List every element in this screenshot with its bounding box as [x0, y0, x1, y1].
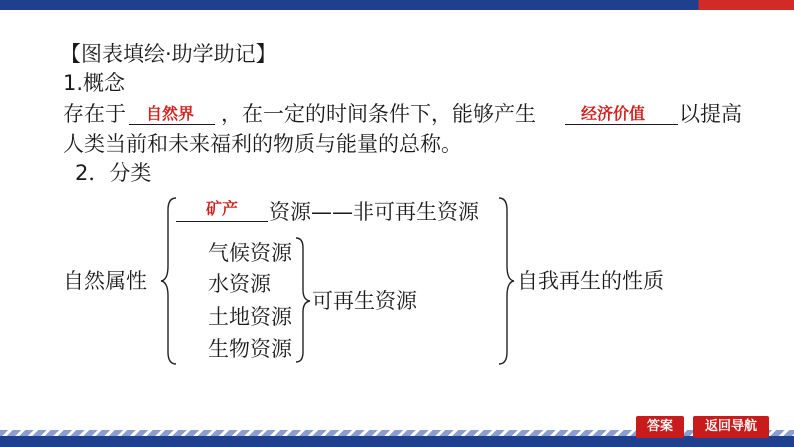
concept-title: 1.概念: [63, 71, 126, 95]
concept-text-start: 存在于: [63, 102, 126, 126]
classification-title: 2．分类: [75, 161, 152, 185]
answer-natural-world: 自然界: [146, 104, 195, 123]
list-item-biological: 生物资源: [208, 337, 292, 361]
top-decor-bar: [0, 0, 794, 10]
natural-attribute-label: 自然属性: [63, 269, 147, 293]
items-brace: [294, 236, 312, 366]
self-regeneration-label: 自我再生的性质: [517, 269, 664, 293]
section-heading: 【图表填绘·助学助记】: [60, 42, 277, 66]
list-item-water: 水资源: [208, 272, 271, 296]
blank-line-1: [129, 124, 215, 125]
list-item-climate: 气候资源: [208, 241, 292, 265]
answer-mineral: 矿产: [206, 199, 239, 218]
blank-line-2: [565, 124, 678, 125]
concept-text-end: 以提高: [679, 102, 742, 126]
concept-text-line2: 人类当前和未来福利的物质与能量的总称。: [63, 132, 462, 156]
blank-line-3: [176, 221, 268, 222]
list-item-land: 土地资源: [208, 305, 292, 329]
answer-button[interactable]: 答案: [636, 416, 684, 438]
back-nav-button[interactable]: 返回导航: [693, 416, 769, 438]
concept-text-middle: ，在一定的时间条件下，能够产生: [221, 102, 536, 126]
right-brace: [497, 196, 517, 366]
renewable-label: 可再生资源: [312, 289, 417, 313]
answer-economic-value: 经济价值: [581, 104, 646, 123]
nonrenewable-row: 资源——非可再生资源: [269, 200, 479, 224]
